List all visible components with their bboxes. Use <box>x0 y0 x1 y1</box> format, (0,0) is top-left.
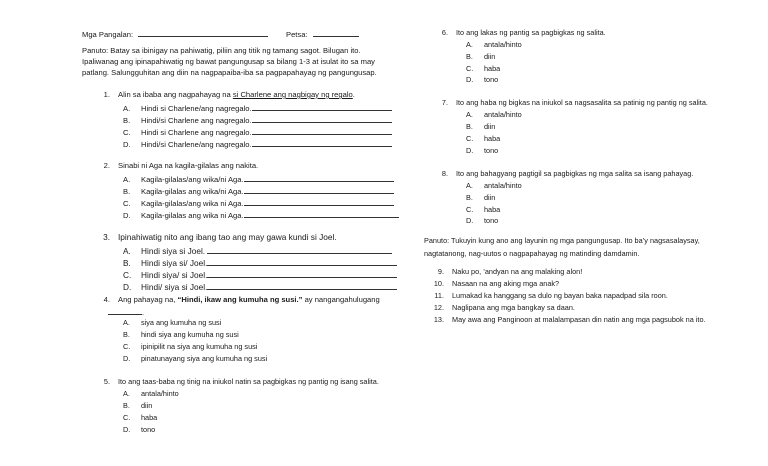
option-text: tono <box>484 75 499 84</box>
option-text: antala/hinto <box>141 389 179 398</box>
q5-option-c[interactable] <box>123 413 157 423</box>
option-letter: B. <box>123 330 130 339</box>
answer-blank[interactable] <box>207 269 397 278</box>
q3-option-b[interactable] <box>123 257 397 269</box>
option-letter: D. <box>466 146 474 155</box>
question-8 <box>430 169 693 179</box>
option-letter: B. <box>466 193 473 202</box>
question-stem-bold: “Hindi, ikaw ang kumuha ng susi.” <box>177 295 303 304</box>
option-letter: C. <box>123 199 131 208</box>
option-letter: C. <box>123 342 131 351</box>
question-stem: Ito ang lakas ng pantig sa pagbigkas ng salita. <box>456 28 606 37</box>
option-letter: C. <box>123 128 131 137</box>
option-letter: D. <box>123 140 131 149</box>
option-text: Kagila-gilalas ang wika ni Aga. <box>141 211 244 220</box>
option-letter: C. <box>466 64 474 73</box>
option-text: diin <box>484 193 496 202</box>
item-13 <box>430 315 706 325</box>
item-text: Lumakad ka hanggang sa dulo ng bayan baka napadpad sila roon. <box>452 291 668 300</box>
item-text: Naku po, ’andyan na ang malaking alon! <box>452 267 583 276</box>
question-4 <box>92 295 380 305</box>
option-text: tono <box>484 146 499 155</box>
option-text: antala/hinto <box>484 181 522 190</box>
option-letter: A. <box>123 246 131 256</box>
option-text: haba <box>484 64 501 73</box>
option-letter: A. <box>123 389 130 398</box>
answer-blank[interactable] <box>252 114 392 123</box>
q2-option-c[interactable] <box>123 197 394 209</box>
option-text: Hindi siya si Joel. <box>141 246 206 256</box>
q4-option-c[interactable] <box>123 342 257 352</box>
option-letter: C. <box>123 270 132 280</box>
answer-blank[interactable] <box>252 102 392 111</box>
option-text: Hindi/ siya si Joel. <box>141 282 208 292</box>
q7-option-a[interactable] <box>466 110 522 120</box>
option-text: Kagila-gilalas ang wika/ni Aga. <box>141 187 244 196</box>
panuto-1-line: Ipaliwanag ang ipinapahiwatig ng bawat pangungusap sa bilang 1-3 at isulat ito sa may <box>82 57 375 66</box>
option-letter: C. <box>466 134 474 143</box>
question-number: 6. <box>441 28 448 37</box>
panuto-2 <box>424 236 700 259</box>
q8-option-d[interactable] <box>466 216 498 226</box>
question-3 <box>92 232 337 243</box>
question-1 <box>92 90 355 100</box>
answer-blank[interactable] <box>244 197 394 206</box>
option-letter: B. <box>123 187 131 196</box>
question-7 <box>430 98 708 108</box>
q2-option-d[interactable] <box>123 209 399 221</box>
item-number: 12. <box>433 303 444 312</box>
item-number: 9. <box>437 267 444 276</box>
answer-blank[interactable] <box>207 281 397 290</box>
option-text: diin <box>484 52 496 61</box>
question-number: 3. <box>103 232 110 242</box>
option-text: haba <box>141 413 158 422</box>
date-label: Petsa: <box>286 30 308 39</box>
panuto-2-line: nagtatanong, nag-uutos o nagpapahayag ng matinding damdamin. <box>424 249 640 258</box>
q4-option-a[interactable] <box>123 318 221 328</box>
question-stem-end: ay nangangahulugang <box>302 295 380 304</box>
option-text: haba <box>484 205 501 214</box>
q2-option-b[interactable] <box>123 185 394 197</box>
date-blank[interactable] <box>313 28 359 37</box>
option-letter: D. <box>123 211 131 220</box>
item-10 <box>430 279 559 289</box>
option-letter: D. <box>466 75 474 84</box>
question-stem: Ito ang bahagyang pagtigil sa pagbigkas ng mga salita sa isang pahayag. <box>456 169 694 178</box>
question-number: 8. <box>441 169 448 178</box>
q7-option-d[interactable] <box>466 146 498 156</box>
name-label: Mga Pangalan: <box>82 30 134 39</box>
question-stem: Ipinahiwatig nito ang ibang tao ang may gawa kundi si Joel. <box>118 232 337 242</box>
q6-option-b[interactable] <box>466 52 495 62</box>
question-stem-end: . <box>352 90 355 99</box>
option-letter: D. <box>466 216 474 225</box>
option-letter: B. <box>466 122 473 131</box>
question-number: 1. <box>103 90 110 99</box>
q5-option-b[interactable] <box>123 401 152 411</box>
q6-option-d[interactable] <box>466 75 498 85</box>
question-stem: Sinabi ni Aga na kagila-gilalas ang nakita. <box>118 161 259 170</box>
option-letter: A. <box>123 104 131 113</box>
item-text: Nasaan na ang aking mga anak? <box>452 279 560 288</box>
option-letter: B. <box>123 258 131 268</box>
option-text: diin <box>484 122 496 131</box>
name-blank[interactable] <box>138 28 268 37</box>
question-number: 7. <box>441 98 448 107</box>
q4-option-d[interactable] <box>123 354 267 364</box>
option-letter: B. <box>123 116 131 125</box>
q6-option-a[interactable] <box>466 40 522 50</box>
q2-option-a[interactable] <box>123 173 394 185</box>
option-letter: B. <box>466 52 473 61</box>
item-number: 11. <box>434 291 444 300</box>
q8-option-c[interactable] <box>466 205 500 215</box>
option-text: Hindi si Charlene ang nagregalo. <box>141 128 252 137</box>
answer-blank[interactable] <box>252 138 392 147</box>
q4-option-b[interactable] <box>123 330 239 340</box>
option-letter: D. <box>123 282 132 292</box>
option-text: Hindi/si Charlene/ang nagregalo. <box>141 140 252 149</box>
option-text: Hindi/si Charlene ang nagregalo. <box>141 116 252 125</box>
option-letter: A. <box>123 175 131 184</box>
answer-blank[interactable] <box>244 209 399 218</box>
item-number: 13. <box>433 315 444 324</box>
option-letter: D. <box>123 354 131 363</box>
name-line <box>82 28 268 40</box>
q1-option-d[interactable] <box>123 138 392 150</box>
q1-option-c[interactable] <box>123 126 392 138</box>
option-text: tono <box>484 216 499 225</box>
question-stem-underlined: si Charlene ang nagbigay ng regalo <box>232 90 353 99</box>
option-text: ipinipilit na siya ang kumuha ng susi <box>141 342 258 351</box>
option-text: tono <box>141 425 156 434</box>
date-line <box>286 28 359 40</box>
question-number: 2. <box>103 161 110 170</box>
item-12 <box>430 303 575 313</box>
option-text: antala/hinto <box>484 40 522 49</box>
answer-blank[interactable] <box>244 185 394 194</box>
item-11 <box>430 291 668 301</box>
option-text: Hindi siya/ si Joel. <box>141 270 208 280</box>
q6-option-c[interactable] <box>466 64 500 74</box>
question-number: 5. <box>103 377 110 386</box>
q8-option-b[interactable] <box>466 193 495 203</box>
question-5 <box>92 377 379 387</box>
q5-option-a[interactable] <box>123 389 179 399</box>
option-text: Kagila-gilalas/ang wika ni Aga. <box>141 199 244 208</box>
q1-option-b[interactable] <box>123 114 392 126</box>
answer-blank[interactable] <box>207 245 392 254</box>
option-text: pinatunayang siya ang kumuha ng susi <box>141 354 268 363</box>
option-letter: A. <box>466 110 473 119</box>
question-stem: Ito ang haba ng bigkas na iniukol sa nagsasalita sa patinig ng pantig ng salita. <box>456 98 708 107</box>
option-letter: C. <box>466 205 474 214</box>
option-text: haba <box>484 134 501 143</box>
question-2 <box>92 161 258 171</box>
option-text: siya ang kumuha ng susi <box>141 318 222 327</box>
option-letter: A. <box>466 40 473 49</box>
panuto-1 <box>82 46 377 78</box>
panuto-1-line: Panuto: Batay sa ibinigay na pahiwatig, piliin ang titik ng tamang sagot. Bilugan ito. <box>82 46 361 55</box>
q5-option-d[interactable] <box>123 425 155 435</box>
option-text: diin <box>141 401 153 410</box>
option-text: Kagila-gilalas/ang wika/ni Aga. <box>141 175 244 184</box>
option-text: Hindi si Charlene/ang nagregalo. <box>141 104 252 113</box>
answer-blank[interactable] <box>108 306 142 315</box>
item-text: May awa ang Panginoon at malalampasan din natin ang mga pagsubok na ito. <box>452 315 706 324</box>
item-number: 10. <box>433 279 444 288</box>
question-6 <box>430 28 606 38</box>
option-letter: C. <box>123 413 131 422</box>
option-letter: B. <box>123 401 130 410</box>
question-stem: Alin sa ibaba ang nagpahayag na <box>118 90 233 99</box>
q7-option-c[interactable] <box>466 134 500 144</box>
option-letter: A. <box>123 318 130 327</box>
q7-option-b[interactable] <box>466 122 495 132</box>
q4-answer-line: . <box>108 306 144 318</box>
option-text: Hindi siya si/ Joel. <box>141 258 208 268</box>
question-number: 4. <box>103 295 110 304</box>
item-9 <box>430 267 582 277</box>
option-letter: D. <box>123 425 131 434</box>
q3-option-d[interactable] <box>123 281 397 293</box>
q1-option-a[interactable] <box>123 102 392 114</box>
q3-option-c[interactable] <box>123 269 397 281</box>
q3-option-a[interactable] <box>123 245 392 257</box>
answer-blank[interactable] <box>207 257 397 266</box>
answer-blank[interactable] <box>252 126 392 135</box>
item-text: Naglipana ang mga bangkay sa daan. <box>452 303 575 312</box>
panuto-1-line: patlang. Salungguhitan ang diin na nagpapaiba-iba sa pagpapahayag ng pangungusap. <box>82 68 377 77</box>
option-text: hindi siya ang kumuha ng susi <box>141 330 239 339</box>
question-stem: Ang pahayag na, <box>118 295 178 304</box>
option-text: antala/hinto <box>484 110 522 119</box>
q8-option-a[interactable] <box>466 181 522 191</box>
panuto-2-line: Panuto: Tukuyin kung ano ang layunin ng mga pangungusap. Ito ba’y nagsasalaysay, <box>424 236 700 245</box>
option-letter: A. <box>466 181 473 190</box>
question-stem: Ito ang taas-baba ng tinig na iniukol natin sa pagbigkas ng pantig ng isang salita. <box>118 377 379 386</box>
answer-blank[interactable] <box>244 173 394 182</box>
